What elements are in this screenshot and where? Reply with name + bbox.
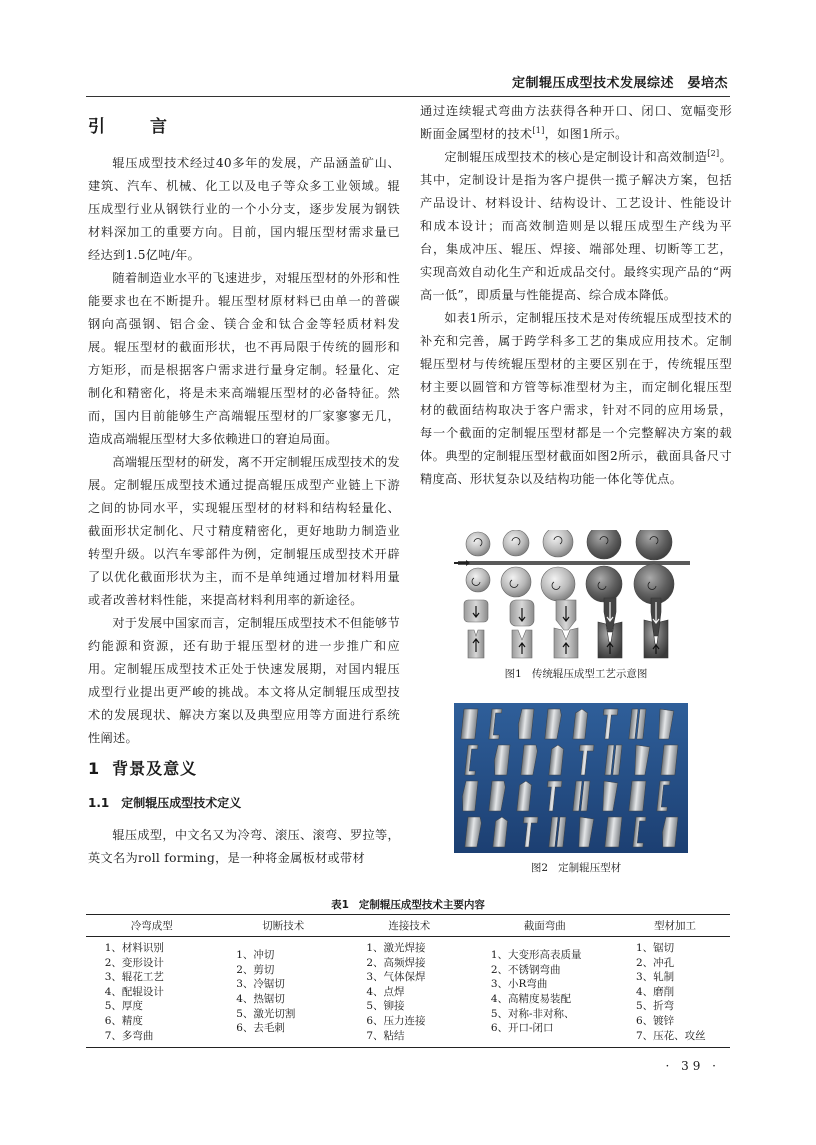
table-cell xyxy=(86,937,217,1048)
intro-paragraph-2: 随着制造业水平的飞速进步，对辊压型材的外形和性能要求也在不断提升。辊压型材原材料已由单一的普碳钢向高强钢、铝合金、镁合金和钛合金等轻质材料发展。辊压型材的截面形状，也不再局限于传统的圆形和方矩形，而是根据客户需求进行量身定制。轻量化、定制化和精密化，将是未来高端辊压型材的必备特征。然而，国内目前能够生产高端辊压型材的厂家寥寥无几，造成高端辊压型材大多依赖进口的窘迫局面。 xyxy=(88,271,400,446)
figure-1-caption-text: 传统辊压成型工艺示意图 xyxy=(531,668,648,680)
figure-2-caption xyxy=(420,860,732,875)
intro-paragraph-3: 高端辊压型材的研发，离不开定制辊压成型技术的发展。定制辊压成型技术通过提高辊压成型产业链上下游之间的协同水平，实现辊压型材的材料和结构轻量化、截面形状定制化、尺寸精度精密化，更好地助力制造业转型升级。以汽车零部件为例，定制辊压成型技术开辟了以优化截面形状为主，而不是单纯通过增加材料用量或者改善材料性能，来提高材料利用率的新途径。 xyxy=(88,455,400,607)
cell-list xyxy=(366,941,452,1043)
table-cell xyxy=(620,937,730,1048)
profile-sample xyxy=(605,817,622,847)
figure-2-caption-text: 定制辊压型材 xyxy=(558,862,622,874)
list-item: 3、冷锯切 xyxy=(236,978,285,991)
upper-rolls xyxy=(466,530,672,560)
table-header-row xyxy=(86,915,730,937)
list-item: 6、精度 xyxy=(104,1014,143,1027)
list-item: 2、不锈钢弯曲 xyxy=(490,963,561,976)
figure-1-number: 图1 xyxy=(504,668,522,680)
list-item: 7、多弯曲 xyxy=(104,1029,154,1042)
list-item: 2、高频焊接 xyxy=(366,956,426,969)
right-paragraph-3: 如表1所示，定制辊压技术是对传统辊压成型技术的补充和完善，属于跨学科多工艺的集成应用技术。定制辊压型材与传统辊压型材的主要区别在于，传统辊压型材主要以圆管和方管等标准型材为主，而定制化辊压型材的截面结构取决于客户需求，针对不同的应用场景，每一个截面的定制辊压型材都是一个完整解决方案的载体。典型的定制辊压型材截面如图2所示，截面具备尺寸精度高、形状复杂以及结构功能一体化等优点。 xyxy=(420,311,732,486)
figure-2-custom-profiles-photo xyxy=(454,703,688,853)
figure-1-caption xyxy=(420,666,732,681)
citation-2: [2] xyxy=(707,148,720,158)
list-item: 4、点焊 xyxy=(366,985,405,998)
list-item: 4、磨削 xyxy=(635,985,675,998)
feed-arrow-icon xyxy=(454,560,470,566)
table-header-cell: 型材加工 xyxy=(620,915,730,937)
right-paragraph-1 xyxy=(420,100,732,146)
figure-2-number: 图2 xyxy=(530,862,549,874)
section-1-title: 背景及意义 xyxy=(112,759,198,778)
right-paragraph-2-text-b: 。其中，定制设计是指为客户提供一揽子解决方案，包括产品设计、材料设计、结构设计、工艺设计、性能设计和成本设计；而高效制造则是以辊压成型生产线为平台，集成冲压、辊压、焊接、端部处理、切断等工艺，实现高效自动化生产和近成品交付。最终实现产品的“两高一低”，即质量与性能提高、综合成本降低。 xyxy=(420,150,732,302)
page-number: · 39 · xyxy=(665,1059,720,1073)
section-1-number: 1 xyxy=(88,759,101,778)
right-paragraph-2 xyxy=(420,146,732,307)
cell-list xyxy=(636,941,714,1043)
list-item: 5、折弯 xyxy=(635,1000,675,1013)
list-item: 4、配辊设计 xyxy=(104,985,164,998)
right-paragraph-2-text-a: 定制辊压成型技术的核心是定制设计和高效制造 xyxy=(444,150,708,164)
profile-sample xyxy=(461,709,478,739)
section-1-heading xyxy=(88,756,400,780)
list-item: 3、轧制 xyxy=(635,971,675,984)
lower-rolls xyxy=(466,564,674,604)
table-1-title xyxy=(86,897,730,912)
list-item: 1、锯切 xyxy=(635,942,675,954)
list-item: 7、压花、攻丝 xyxy=(635,1029,706,1042)
right-paragraph-1-text-a: 通过连续辊式弯曲方法获得各种开口、闭口、宽幅变形断面金属型材的技术 xyxy=(420,104,732,141)
subsection-1-1-paragraph: 辊压成型，中文名又为冷弯、滚压、滚弯、罗拉等，英文名为roll forming，是一种将金属板材或带材 xyxy=(88,828,400,865)
list-item: 1、冲切 xyxy=(236,949,275,962)
list-item: 6、压力连接 xyxy=(366,1014,426,1027)
list-item: 6、镀锌 xyxy=(635,1014,675,1027)
list-item: 6、去毛刺 xyxy=(236,1022,285,1035)
table-header-cell: 切断技术 xyxy=(217,915,348,937)
table-1-title-text: 定制辊压成型技术主要内容 xyxy=(358,899,485,911)
list-item: 1、大变形高表质量 xyxy=(490,949,582,962)
list-item: 1、激光焊接 xyxy=(366,942,426,954)
list-item: 4、热锯切 xyxy=(236,993,285,1006)
table-1-number: 表1 xyxy=(331,899,349,911)
list-item: 5、厚度 xyxy=(104,1000,143,1013)
intro-paragraph-4: 对于发展中国家而言，定制辊压成型技术不但能够节约能源和资源，还有助于辊压型材的进一步推广和应用。定制辊压成型技术正处于快速发展期，对国内辊压成型行业提出更严峻的挑战。本文将从定制辊压成型技术的发展现状、解决方案以及典型应用等方面进行系统性阐述。 xyxy=(88,616,400,745)
list-item: 5、铆接 xyxy=(366,1000,405,1013)
table-header-cell: 冷弯成型 xyxy=(86,915,217,937)
list-item: 5、对称-非对称、 xyxy=(490,1007,575,1020)
table-header-cell: 连接技术 xyxy=(349,915,470,937)
figure-1-roll-forming-schematic xyxy=(454,530,694,670)
table-1 xyxy=(86,914,730,1048)
list-item: 2、剪切 xyxy=(236,963,275,976)
left-column xyxy=(88,100,400,870)
table-cell xyxy=(217,937,348,1048)
list-item: 2、冲孔 xyxy=(635,956,675,969)
header-rule xyxy=(86,96,730,97)
cell-list xyxy=(236,948,330,1036)
subsection-1-1-title: 定制辊压成型技术定义 xyxy=(121,796,242,810)
list-item: 3、小R弯曲 xyxy=(490,978,548,991)
list-item: 5、激光切割 xyxy=(236,1007,296,1020)
list-item: 6、开口-闭口 xyxy=(490,1022,554,1035)
list-item: 3、辊花工艺 xyxy=(104,971,164,984)
list-item: 1、材料识别 xyxy=(104,942,164,954)
citation-1: [1] xyxy=(532,125,545,135)
table-row xyxy=(86,937,730,1048)
list-item: 3、气体保焊 xyxy=(366,971,426,984)
cell-list xyxy=(105,941,199,1043)
right-paragraph-1-text-b: ，如图1所示。 xyxy=(544,127,628,141)
list-item: 2、变形设计 xyxy=(104,956,164,969)
table-cell xyxy=(349,937,470,1048)
subsection-1-1-heading xyxy=(88,794,400,814)
intro-paragraph-1: 辊压成型技术经过40多年的发展，产品涵盖矿山、建筑、汽车、机械、化工以及电子等众多工业领域。辊压成型行业从钢铁行业的一个小分支，逐步发展为钢铁材料深加工的重要方向。目前，国内辊压型材需求量已经达到1.5亿吨/年。 xyxy=(88,156,400,262)
table-cell xyxy=(470,937,620,1048)
table-header-cell: 截面弯曲 xyxy=(470,915,620,937)
list-item: 4、高精度易装配 xyxy=(490,993,571,1006)
cell-list xyxy=(491,948,599,1036)
list-item: 7、粘结 xyxy=(366,1029,405,1042)
profile-sample xyxy=(661,745,678,775)
subsection-1-1-number: 1.1 xyxy=(88,796,110,810)
right-column xyxy=(420,100,732,491)
profile-sample xyxy=(629,781,646,811)
running-header: 定制辊压成型技术发展综述 晏培杰 xyxy=(511,76,728,91)
intro-heading: 引 言 xyxy=(88,117,181,137)
die-sections xyxy=(464,598,668,658)
